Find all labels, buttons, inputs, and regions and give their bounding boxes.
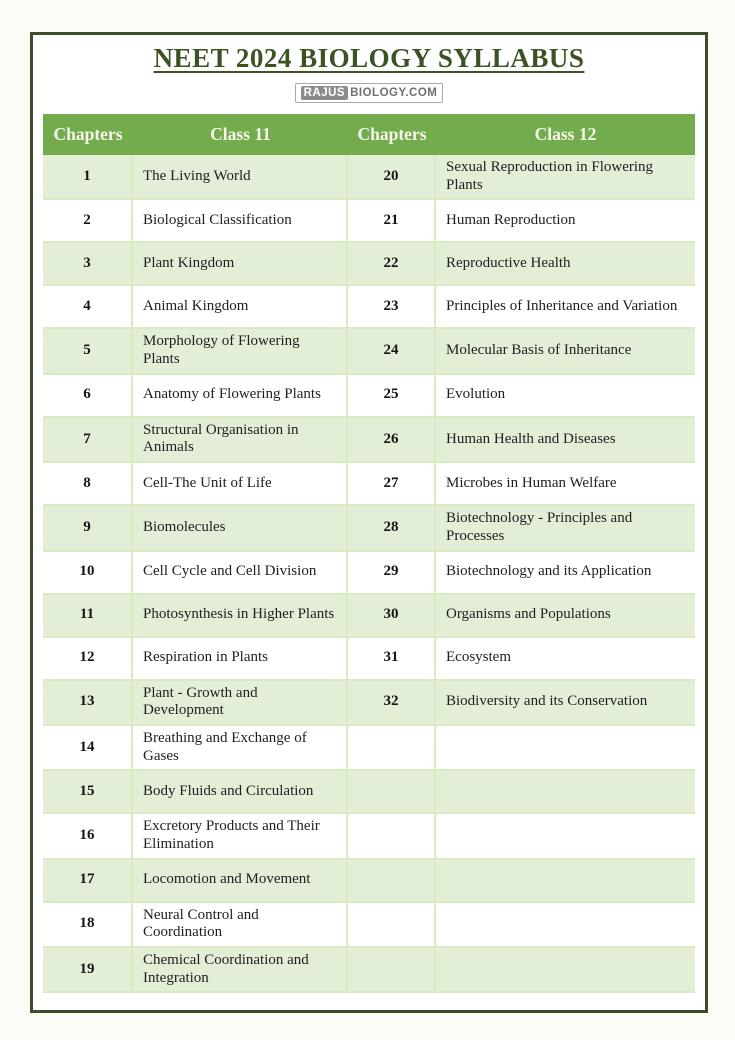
chapter-name-class12-cell [436, 860, 695, 903]
chapter-name-class11-cell: Body Fluids and Circulation [133, 771, 348, 814]
chapter-number-class11-cell: 11 [43, 595, 133, 638]
chapter-number-class11-cell: 9 [43, 506, 133, 551]
chapter-number-class11-cell: 19 [43, 948, 133, 993]
table-row [43, 155, 695, 200]
chapter-number-class11-cell: 6 [43, 375, 133, 418]
chapter-number-class12-cell [348, 860, 436, 903]
table-row [43, 375, 695, 418]
chapter-name-class12-cell: Microbes in Human Welfare [436, 463, 695, 506]
chapter-number-class12-cell: 20 [348, 155, 436, 200]
chapter-name-class12-cell: Organisms and Populations [436, 595, 695, 638]
chapter-name-class11-cell: The Living World [133, 155, 348, 200]
chapter-number-class11-cell: 15 [43, 771, 133, 814]
header-chapters-class12: Chapters [357, 124, 427, 144]
table-row [43, 286, 695, 329]
header-class12: Class 12 [534, 124, 597, 144]
chapter-number-class12-cell: 26 [348, 418, 436, 463]
table-row [43, 948, 695, 993]
chapter-name-class11-cell: Cell Cycle and Cell Division [133, 552, 348, 595]
chapter-number-class11-cell: 18 [43, 903, 133, 948]
chapter-name-class11-cell: Plant Kingdom [133, 243, 348, 286]
chapter-name-class12-cell [436, 903, 695, 948]
chapter-number-class11-cell: 16 [43, 814, 133, 859]
chapter-name-class11-cell: Excretory Products and Their Elimination [133, 814, 348, 859]
chapter-number-class11-cell: 10 [43, 552, 133, 595]
chapter-number-class12-cell [348, 903, 436, 948]
chapter-name-class12-cell: Sexual Reproduction in Flowering Plants [436, 155, 695, 200]
chapter-number-class12-cell: 29 [348, 552, 436, 595]
chapter-name-class11-cell: Biomolecules [133, 506, 348, 551]
chapter-name-class11-cell: Locomotion and Movement [133, 860, 348, 903]
chapter-number-class12-cell: 21 [348, 200, 436, 243]
header-class11: Class 11 [210, 124, 271, 144]
chapter-name-class12-cell: Biotechnology and its Application [436, 552, 695, 595]
chapter-number-class11-cell: 13 [43, 681, 133, 726]
chapter-number-class11-cell: 8 [43, 463, 133, 506]
table-body [43, 155, 695, 993]
chapter-name-class12-cell: Ecosystem [436, 638, 695, 681]
chapter-number-class11-cell: 3 [43, 243, 133, 286]
chapter-number-class12-cell [348, 814, 436, 859]
chapter-number-class12-cell [348, 771, 436, 814]
table-row [43, 681, 695, 726]
chapter-name-class11-cell: Plant - Growth and Development [133, 681, 348, 726]
table-row [43, 595, 695, 638]
chapter-name-class12-cell: Principles of Inheritance and Variation [436, 286, 695, 329]
chapter-name-class11-cell: Neural Control and Coordination [133, 903, 348, 948]
chapter-number-class11-cell: 12 [43, 638, 133, 681]
chapter-name-class12-cell [436, 814, 695, 859]
table-row [43, 771, 695, 814]
table-row [43, 638, 695, 681]
chapter-number-class12-cell: 23 [348, 286, 436, 329]
table-row [43, 814, 695, 859]
logo-suffix: BIOLOGY.COM [350, 87, 438, 99]
header-chapters-class11: Chapters [53, 124, 123, 144]
chapter-number-class12-cell: 25 [348, 375, 436, 418]
table-row [43, 418, 695, 463]
chapter-number-class11-cell: 2 [43, 200, 133, 243]
chapter-name-class12-cell: Biodiversity and its Conservation [436, 681, 695, 726]
chapter-number-class12-cell: 24 [348, 329, 436, 374]
chapter-name-class12-cell [436, 948, 695, 993]
chapter-number-class12-cell: 22 [348, 243, 436, 286]
table-row [43, 552, 695, 595]
chapter-name-class11-cell: Morphology of Flowering Plants [133, 329, 348, 374]
syllabus-table [43, 114, 695, 993]
chapter-number-class11-cell: 17 [43, 860, 133, 903]
table-row [43, 329, 695, 374]
logo-prefix: RAJUS [301, 86, 348, 100]
chapter-name-class11-cell: Structural Organisation in Animals [133, 418, 348, 463]
table-row [43, 243, 695, 286]
chapter-number-class11-cell: 7 [43, 418, 133, 463]
chapter-number-class11-cell: 5 [43, 329, 133, 374]
table-row [43, 903, 695, 948]
chapter-name-class11-cell: Respiration in Plants [133, 638, 348, 681]
table-row [43, 506, 695, 551]
chapter-name-class12-cell: Reproductive Health [436, 243, 695, 286]
table-row [43, 860, 695, 903]
chapter-name-class12-cell: Human Health and Diseases [436, 418, 695, 463]
logo [295, 83, 444, 103]
table-header-row [43, 114, 695, 155]
chapter-name-class12-cell [436, 771, 695, 814]
table-row [43, 200, 695, 243]
chapter-number-class12-cell [348, 726, 436, 771]
table-row [43, 726, 695, 771]
chapter-name-class12-cell: Human Reproduction [436, 200, 695, 243]
chapter-number-class12-cell: 27 [348, 463, 436, 506]
chapter-name-class12-cell [436, 726, 695, 771]
chapter-name-class12-cell: Evolution [436, 375, 695, 418]
chapter-number-class12-cell [348, 948, 436, 993]
chapter-name-class12-cell: Biotechnology - Principles and Processes [436, 506, 695, 551]
chapter-number-class11-cell: 1 [43, 155, 133, 200]
chapter-name-class11-cell: Breathing and Exchange of Gases [133, 726, 348, 771]
logo-container [33, 83, 705, 103]
chapter-number-class11-cell: 4 [43, 286, 133, 329]
chapter-number-class11-cell: 14 [43, 726, 133, 771]
document-frame [30, 32, 708, 1013]
table-row [43, 463, 695, 506]
chapter-name-class12-cell: Molecular Basis of Inheritance [436, 329, 695, 374]
chapter-name-class11-cell: Anatomy of Flowering Plants [133, 375, 348, 418]
chapter-number-class12-cell: 30 [348, 595, 436, 638]
chapter-name-class11-cell: Chemical Coordination and Integration [133, 948, 348, 993]
chapter-name-class11-cell: Animal Kingdom [133, 286, 348, 329]
chapter-name-class11-cell: Biological Classification [133, 200, 348, 243]
chapter-number-class12-cell: 28 [348, 506, 436, 551]
chapter-name-class11-cell: Cell-The Unit of Life [133, 463, 348, 506]
chapter-number-class12-cell: 31 [348, 638, 436, 681]
chapter-name-class11-cell: Photosynthesis in Higher Plants [133, 595, 348, 638]
chapter-number-class12-cell: 32 [348, 681, 436, 726]
page-title: NEET 2024 BIOLOGY SYLLABUS [153, 43, 585, 73]
